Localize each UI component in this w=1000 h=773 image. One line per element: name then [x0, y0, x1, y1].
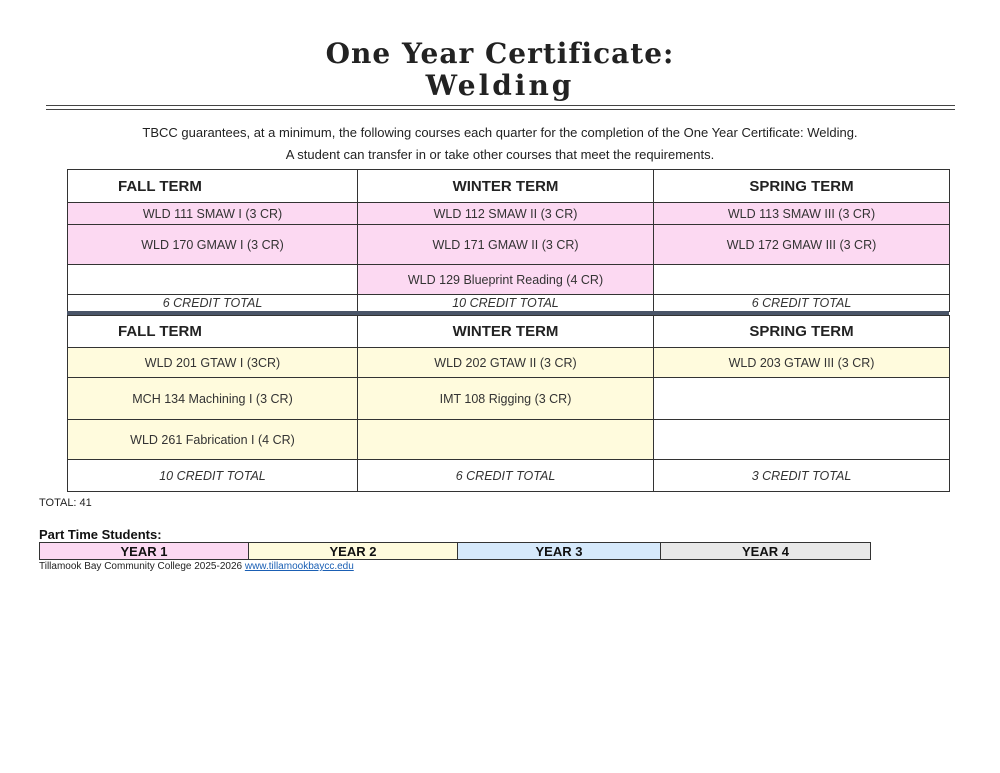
credit-total: 10 CREDIT TOTAL	[68, 460, 358, 492]
table-row	[68, 265, 950, 295]
course-cell: WLD 113 SMAW III (3 CR)	[654, 203, 950, 225]
course-cell-empty	[654, 265, 950, 295]
course-cell: WLD 261 Fabrication I (4 CR)	[68, 420, 358, 460]
credit-total: 6 CREDIT TOTAL	[68, 295, 358, 312]
grand-total: TOTAL: 41	[39, 497, 92, 509]
year1-total-row	[68, 295, 950, 312]
table-row	[68, 203, 950, 225]
course-cell: WLD 170 GMAW I (3 CR)	[68, 225, 358, 265]
course-cell-empty	[68, 265, 358, 295]
legend-year-4: YEAR 4	[661, 543, 871, 560]
table-row	[68, 225, 950, 265]
footer	[39, 561, 354, 572]
course-cell: WLD 172 GMAW III (3 CR)	[654, 225, 950, 265]
year1-header-spring: SPRING TERM	[654, 170, 950, 203]
course-cell: MCH 134 Machining I (3 CR)	[68, 378, 358, 420]
year2-total-row	[68, 460, 950, 492]
year2-header-spring: SPRING TERM	[654, 316, 950, 348]
course-cell-empty	[654, 378, 950, 420]
intro-line-1: TBCC guarantees, at a minimum, the following courses each quarter for the completion of the One Year Certificate: Welding.	[142, 125, 858, 140]
course-cell-empty	[358, 420, 654, 460]
table-row	[68, 378, 950, 420]
credit-total: 3 CREDIT TOTAL	[654, 460, 950, 492]
course-cell: WLD 129 Blueprint Reading (4 CR)	[358, 265, 654, 295]
table-row	[68, 420, 950, 460]
course-cell: IMT 108 Rigging (3 CR)	[358, 378, 654, 420]
year1-course-table	[67, 169, 950, 312]
year1-header-row	[68, 170, 950, 203]
course-cell: WLD 171 GMAW II (3 CR)	[358, 225, 654, 265]
part-time-label: Part Time Students:	[39, 527, 162, 542]
course-cell: WLD 203 GTAW III (3 CR)	[654, 348, 950, 378]
credit-total: 6 CREDIT TOTAL	[654, 295, 950, 312]
intro-line-2: A student can transfer in or take other courses that meet the requirements.	[285, 147, 715, 162]
legend-year-1: YEAR 1	[40, 543, 249, 560]
legend-year-2: YEAR 2	[249, 543, 458, 560]
course-cell: WLD 111 SMAW I (3 CR)	[68, 203, 358, 225]
course-cell: WLD 201 GTAW I (3CR)	[68, 348, 358, 378]
table-row	[40, 543, 871, 560]
page-title: One Year Certificate:	[325, 37, 675, 70]
credit-total: 10 CREDIT TOTAL	[358, 295, 654, 312]
legend-year-3: YEAR 3	[458, 543, 661, 560]
year2-header-row	[68, 316, 950, 348]
year1-header-fall: FALL TERM	[68, 170, 358, 203]
table-row	[68, 348, 950, 378]
course-cell-empty	[654, 420, 950, 460]
year2-course-table	[67, 315, 950, 492]
course-cell: WLD 202 GTAW II (3 CR)	[358, 348, 654, 378]
title-rule-top	[46, 105, 955, 106]
page-subtitle: Welding	[425, 69, 575, 102]
year2-header-fall: FALL TERM	[68, 316, 358, 348]
footer-link[interactable]: www.tillamookbaycc.edu	[244, 561, 354, 572]
footer-text: Tillamook Bay Community College 2025-2026	[39, 561, 245, 572]
year2-header-winter: WINTER TERM	[358, 316, 654, 348]
part-time-legend	[39, 542, 871, 560]
title-rule-bottom	[46, 109, 955, 110]
course-cell: WLD 112 SMAW II (3 CR)	[358, 203, 654, 225]
year1-header-winter: WINTER TERM	[358, 170, 654, 203]
credit-total: 6 CREDIT TOTAL	[358, 460, 654, 492]
